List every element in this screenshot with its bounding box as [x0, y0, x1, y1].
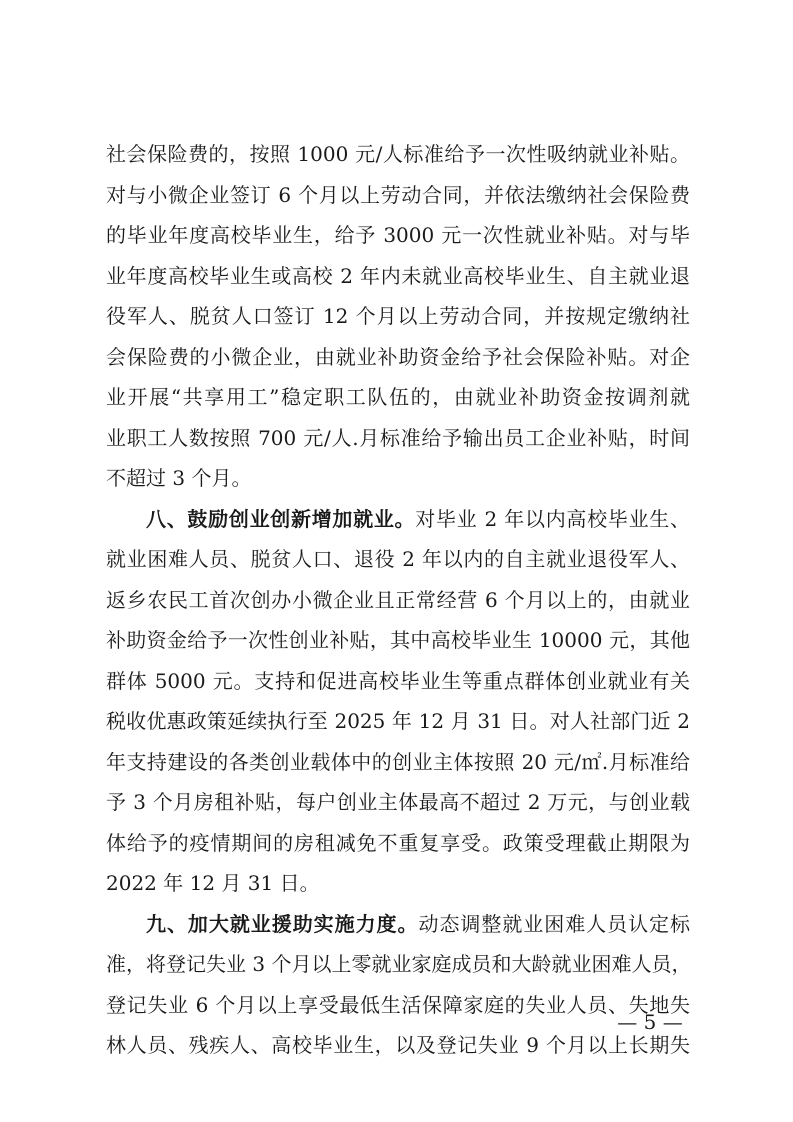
section-8-heading: 八、鼓励创业创新增加就业。 [146, 507, 416, 531]
text-line: 对与小微企业签订 6 个月以上劳动合同，并依法缴纳社会保险费 [106, 183, 690, 207]
text-line: 役军人、脱贫人口签订 12 个月以上劳动合同，并按规定缴纳社 [106, 304, 690, 328]
text-line: 的毕业年度高校毕业生，给予 3000 元一次性就业补贴。对与毕 [106, 223, 690, 247]
section-9-first-text: 动态调整就业困难人员认定标 [418, 912, 691, 936]
text-line: 会保险费的小微企业，由就业补助资金给予社会保险补贴。对企 [106, 345, 690, 369]
section-8-first-text: 对毕业 2 年以内高校毕业生、 [415, 507, 690, 531]
text-line: 社会保险费的，按照 1000 元/人标准给予一次性吸纳就业补贴。 [106, 142, 690, 166]
text-line: 予 3 个月房租补贴，每户创业主体最高不超过 2 万元，与创业载 [106, 790, 690, 814]
text-line: 年支持建设的各类创业载体中的创业主体按照 20 元/㎡.月标准给 [106, 750, 690, 774]
text-line: 业职工人数按照 700 元/人.月标准给予输出员工企业补贴，时间 [106, 426, 690, 450]
text-line: 补助资金给予一次性创业补贴，其中高校毕业生 10000 元，其他 [106, 628, 690, 652]
text-line: 不超过 3 个月。 [106, 466, 252, 490]
text-line: 就业困难人员、脱贫人口、退役 2 年以内的自主就业退役军人、 [106, 547, 690, 571]
text-line: 体给予的疫情期间的房租减免不重复享受。政策受理截止期限为 [106, 831, 690, 855]
text-line: 业年度高校毕业生或高校 2 年内未就业高校毕业生、自主就业退 [106, 264, 690, 288]
text-line: 准，将登记失业 3 个月以上零就业家庭成员和大龄就业困难人员， [106, 952, 692, 976]
section-9-first-line [146, 911, 690, 937]
page-number: — 5 — [617, 1010, 683, 1034]
text-line: 群体 5000 元。支持和促进高校毕业生等重点群体创业就业有关 [106, 669, 690, 693]
section-8-first-line [146, 506, 690, 532]
text-line: 业开展“共享用工”稳定职工队伍的，由就业补助资金按调剂就 [106, 385, 690, 409]
text-line: 林人员、残疾人、高校毕业生，以及登记失业 9 个月以上长期失 [106, 1033, 690, 1057]
text-line: 2022 年 12 月 31 日。 [106, 871, 320, 895]
text-line: 登记失业 6 个月以上享受最低生活保障家庭的失业人员、失地失 [106, 993, 690, 1017]
text-line: 返乡农民工首次创办小微企业且正常经营 6 个月以上的，由就业 [106, 588, 690, 612]
text-line: 税收优惠政策延续执行至 2025 年 12 月 31 日。对人社部门近 2 [106, 709, 690, 733]
section-9-heading: 九、加大就业援助实施力度。 [146, 912, 419, 936]
